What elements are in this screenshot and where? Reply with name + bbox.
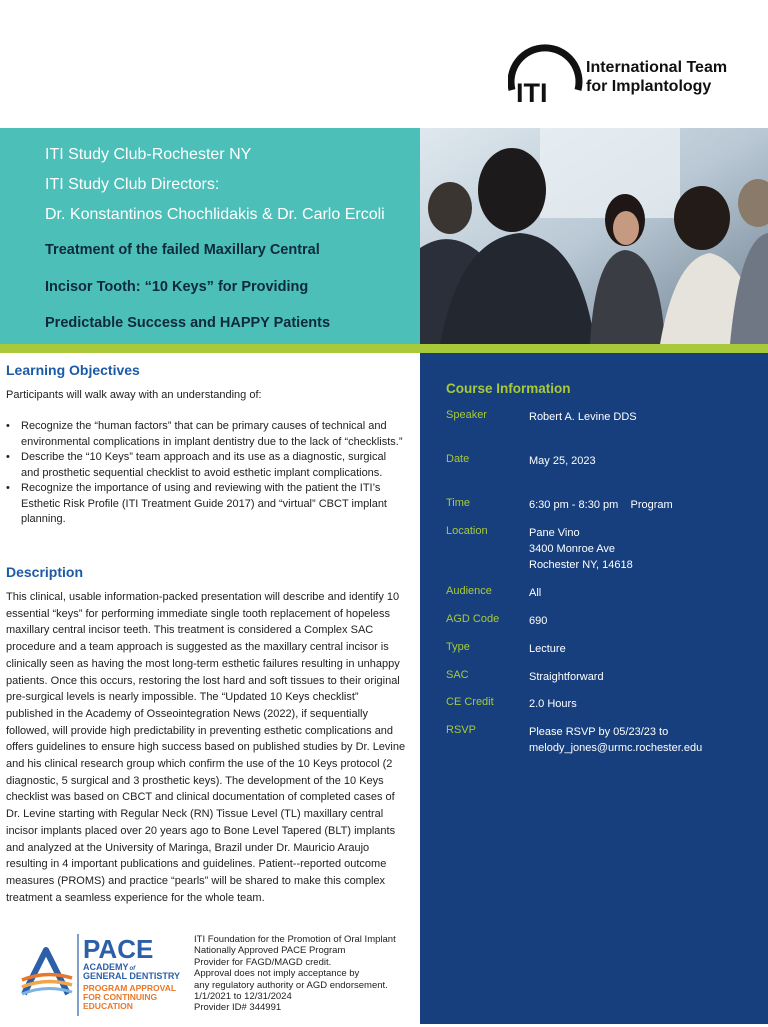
header-banner — [0, 128, 420, 344]
pace-notice-line: ITI Foundation for the Promotion of Oral Implant — [194, 934, 396, 945]
iti-logo-text — [586, 58, 727, 96]
info-label: CE Credit — [446, 696, 494, 708]
learning-objectives-heading: Learning Objectives — [6, 362, 140, 378]
list-item — [6, 419, 406, 450]
info-value: May 25, 2023 — [529, 455, 596, 467]
pace-approval-block — [20, 932, 410, 1022]
course-title-line-2: Incisor Tooth: “10 Keys” for Providing — [45, 279, 309, 295]
info-value[interactable]: Please RSVP by 05/23/23 to melody_jones@urmc.rochester.edu — [529, 726, 703, 754]
study-club-name: ITI Study Club-Rochester NY — [45, 146, 252, 163]
course-title-line-3: Predictable Success and HAPPY Patients — [45, 315, 331, 331]
info-value: Robert A. Levine DDS — [529, 411, 637, 423]
logo-line-2: for Implantology — [586, 78, 712, 95]
bullet-icon: • — [6, 451, 10, 463]
list-item-text: Describe the “10 Keys” team approach and its use as a diagnostic, surgical and prosthetic sequential checklist to avoid esthetic implant complications. — [21, 451, 387, 479]
logo-line-1: International Team — [586, 59, 728, 76]
info-value: Lecture — [529, 643, 566, 655]
list-item-text: Recognize the “human factors” that can be primary causes of technical and environmental complications in implant dentistry due to the lack of “checklists.” — [21, 420, 403, 448]
pace-notice-line: Approval does not imply acceptance by — [194, 968, 360, 980]
pace-notice-line: 1/1/2021 to 12/31/2024 — [194, 991, 292, 1003]
course-information-panel — [420, 353, 768, 1024]
list-item-text: Recognize the importance of using and reviewing with the patient the ITI’s Esthetic Risk Profile (ITI Treatment Guide 2017) and “virtual” CBCT implant planning. — [21, 482, 387, 525]
description-heading: Description — [6, 564, 84, 580]
description-text: This clinical, usable information-packed presentation will describe and identify 10 essential “keys” for performing immediate single tooth replacement of hopeless maxillary central incisor teeth. This treatment is considered a Complex SAC procedure and a team approach is suggested as the maxillary central incisor is clinically seen as having the most long-term esthetic failures resulting in unhappy patients. Once this occurs, restoring the lost hard and soft tissues to their original pre-surgical levels is nearly impossible. The “Updated 10 Keys checklist” published in the Academy of Osseointegration News (2022), if sequentially followed, will provide high predictability in preventing esthetic complications and offers guidelines to ensure high success based on published studies by Dr. Levine and his clinical research group which confirm the use of the 10 Keys protocol (2 diagnostic, 5 surgical and 3 prosthetic keys). The development of the 10 Keys checklist was based on CBCT and clinical documentation of completed cases of Dr. Levine starting with Regular Neck (RN) Tissue Level (TL) maxillary central incisor implants placed over 20 years ago to Bone Level Tapered (BLT) implants and analyzed at the University of Maringa, Brazil under Dr. Mauricio Araujo resulting in 4 important publications and guidelines. Patient--reported outcome measures (PROMS) and practice “pearls” will be shared to make this complex treatment a seamless experience for the whole team. — [6, 591, 406, 904]
meeting-photo-illustration — [420, 128, 768, 344]
left-column — [0, 353, 418, 1024]
iti-logo — [508, 38, 738, 108]
info-label: Audience — [446, 585, 492, 597]
pace-line-program: PROGRAM APPROVAL — [83, 983, 177, 993]
pace-notice-line: Provider ID# 344991 — [194, 1002, 282, 1014]
info-label: Date — [446, 453, 470, 465]
info-label: SAC — [446, 669, 469, 681]
pace-wordmark: PACE — [83, 934, 154, 964]
learning-objectives-list — [6, 419, 406, 528]
info-label: AGD Code — [446, 613, 500, 625]
list-item — [6, 450, 406, 481]
info-value: 6:30 pm - 8:30 pm Program — [529, 499, 673, 511]
iti-logo-letters: ITI — [516, 78, 548, 108]
info-value: All — [529, 587, 542, 599]
course-title-line-1: Treatment of the failed Maxillary Central — [45, 242, 320, 258]
pace-line-education: EDUCATION — [83, 1001, 133, 1011]
learning-objectives-intro: Participants will walk away with an understanding of: — [6, 389, 262, 401]
info-label: Location — [446, 525, 488, 537]
pace-academy-word: ACADEMY — [83, 962, 129, 972]
pace-notice — [194, 934, 414, 1014]
info-value: Pane Vino 3400 Monroe Ave Rochester NY, 14618 — [529, 527, 633, 571]
info-value: Straightforward — [529, 671, 604, 683]
info-label: Type — [446, 641, 470, 653]
pace-line-gd: GENERAL DENTISTRY — [83, 971, 181, 981]
course-information-heading: Course Information — [446, 381, 571, 396]
info-label: Speaker — [446, 409, 487, 421]
accent-stripe — [0, 344, 768, 353]
bullet-icon: • — [6, 482, 10, 494]
iti-logo-mark — [508, 38, 583, 108]
list-item — [6, 481, 406, 528]
meeting-photo — [420, 128, 768, 344]
info-label: RSVP — [446, 724, 476, 736]
pace-notice-line: any regulatory authority or AGD endorsement. — [194, 979, 388, 991]
pace-academy-of: of — [129, 966, 136, 972]
pace-notice-line: Provider for FAGD/MAGD credit. — [194, 956, 332, 968]
directors-names: Dr. Konstantinos Chochlidakis & Dr. Carlo Ercoli — [45, 206, 385, 223]
directors-label: ITI Study Club Directors: — [45, 176, 220, 193]
pace-notice-line: Nationally Approved PACE Program — [194, 945, 346, 957]
info-label: Time — [446, 497, 471, 509]
info-value: 690 — [529, 615, 548, 627]
bullet-icon: • — [6, 420, 10, 432]
pace-logo — [20, 932, 190, 1022]
info-value: 2.0 Hours — [529, 698, 577, 710]
pace-line-continuing: FOR CONTINUING — [83, 992, 158, 1002]
